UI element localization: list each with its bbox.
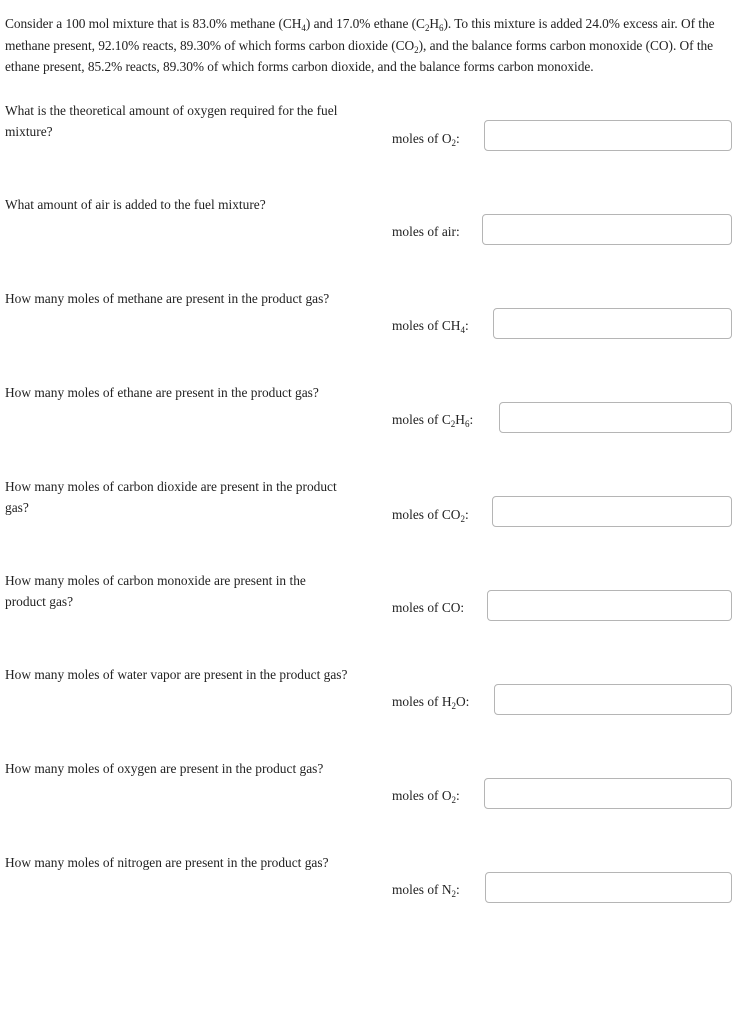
- label-subscript: 2: [450, 419, 456, 429]
- answer-label: [392, 129, 460, 149]
- label-subscript: 2: [451, 701, 457, 711]
- intro-subscript: 2: [424, 23, 430, 33]
- label-subscript: 2: [460, 514, 465, 524]
- question-text: How many moles of carbon monoxide are present in the product gas?: [5, 573, 306, 609]
- label-subscript: 4: [460, 325, 465, 335]
- question-air-added: [0, 194, 753, 274]
- answer-label: [392, 410, 473, 430]
- label-subscript: 2: [451, 795, 457, 805]
- intro-subscript: 2: [414, 44, 419, 55]
- answer-label: [392, 505, 469, 525]
- label-text: moles of O: [392, 788, 452, 803]
- label-text: moles of O: [392, 131, 452, 146]
- label-text: :: [456, 788, 460, 803]
- intro-subscript: 6: [439, 23, 444, 33]
- intro-text: Consider a 100 mol mixture that is 83.0% methane (CH: [5, 16, 302, 31]
- label-text: :: [469, 412, 474, 427]
- question-text: How many moles of nitrogen are present in the product gas?: [5, 855, 329, 870]
- question-text: How many moles of methane are present in the product gas?: [5, 291, 330, 306]
- label-text: moles of C: [392, 412, 451, 427]
- oxygen-product-input[interactable]: [484, 778, 732, 809]
- answer-label: [392, 316, 469, 336]
- intro-text: ), and the balance forms carbon monoxide (CO). Of the ethane present, 85.2% reacts, 89.30% of which forms carbon dioxide, and the balance forms carbon monoxide.: [5, 37, 714, 74]
- problem-statement: [5, 13, 745, 78]
- answer-label: [392, 786, 460, 806]
- label-text: moles of N: [392, 882, 452, 897]
- intro-text: ). To this mixture is added 24.0% excess air. Of the methane present, 92.10% reacts, 89.30% of which forms carbon dioxide (CO: [5, 16, 715, 53]
- label-text: :: [456, 882, 460, 897]
- carbon-monoxide-input[interactable]: [487, 590, 732, 621]
- label-text: moles of CO:: [392, 600, 465, 615]
- question-oxygen-product: [0, 758, 753, 838]
- label-text: H: [455, 412, 465, 427]
- question-carbon-monoxide-product: [0, 570, 753, 650]
- question-theoretical-oxygen: [0, 100, 753, 180]
- label-subscript: 6: [464, 419, 470, 429]
- nitrogen-product-input[interactable]: [485, 872, 732, 903]
- label-text: :: [464, 318, 469, 333]
- intro-text: ) and 17.0% ethane (C: [305, 16, 425, 31]
- label-text: moles of CO: [392, 507, 461, 522]
- question-nitrogen-product: [0, 852, 753, 932]
- label-text: moles of H: [392, 694, 452, 709]
- question-methane-product: [0, 288, 753, 368]
- answer-label: [392, 880, 460, 900]
- intro-text: H: [429, 16, 440, 31]
- air-input[interactable]: [482, 214, 732, 245]
- question-text: How many moles of carbon dioxide are present in the product gas?: [5, 479, 337, 515]
- methane-input[interactable]: [493, 308, 732, 339]
- question-text: What is the theoretical amount of oxygen required for the fuel mixture?: [5, 103, 338, 139]
- label-text: moles of CH: [392, 318, 461, 333]
- label-subscript: 2: [451, 138, 457, 148]
- water-vapor-input[interactable]: [494, 684, 732, 715]
- question-text: What amount of air is added to the fuel mixture?: [5, 197, 266, 212]
- answer-label: [392, 692, 469, 712]
- question-text: How many moles of water vapor are present in the product gas?: [5, 667, 348, 682]
- label-text: O:: [456, 694, 470, 709]
- theoretical-oxygen-input[interactable]: [484, 120, 732, 151]
- question-carbon-dioxide-product: [0, 476, 753, 556]
- answer-label: [392, 598, 464, 618]
- question-text: How many moles of oxygen are present in the product gas?: [5, 761, 324, 776]
- carbon-dioxide-input[interactable]: [492, 496, 732, 527]
- intro-subscript: 4: [301, 23, 306, 33]
- question-water-vapor-product: [0, 664, 753, 744]
- label-subscript: 2: [451, 889, 457, 899]
- label-text: :: [464, 507, 469, 522]
- label-text: :: [456, 131, 460, 146]
- answer-label: [392, 222, 460, 242]
- question-ethane-product: [0, 382, 753, 462]
- label-text: moles of air:: [392, 224, 460, 239]
- question-text: How many moles of ethane are present in the product gas?: [5, 385, 319, 400]
- ethane-input[interactable]: [499, 402, 732, 433]
